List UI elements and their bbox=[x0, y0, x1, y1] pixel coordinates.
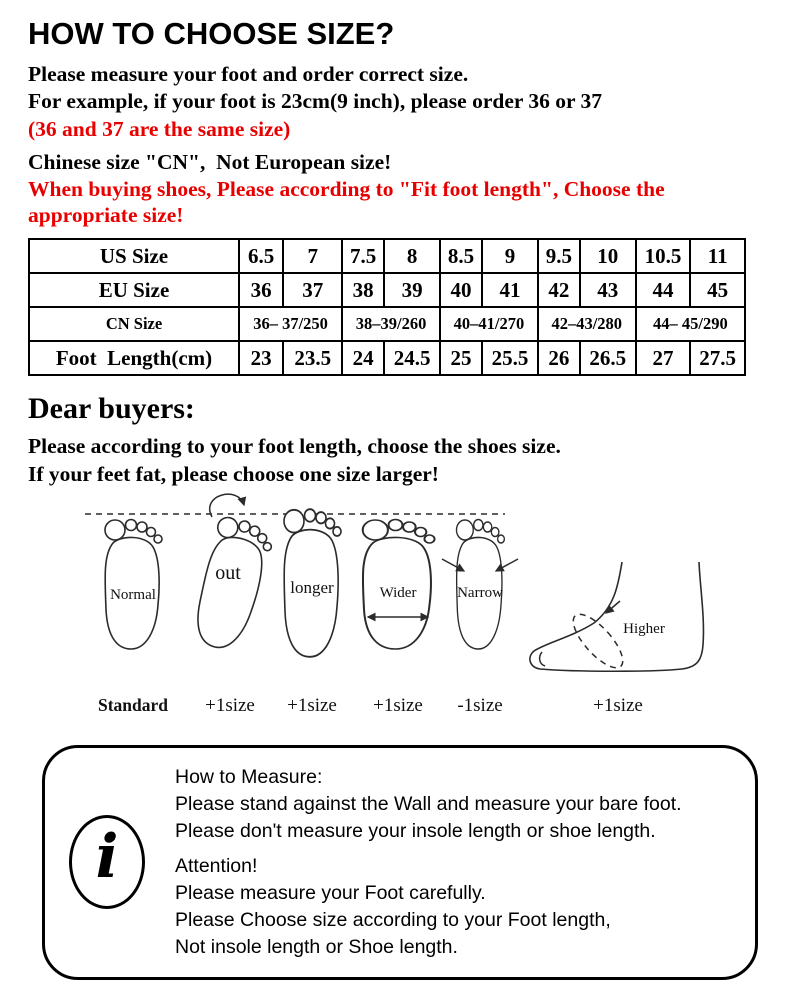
foot-normal bbox=[105, 519, 162, 649]
eu-size-cell: 39 bbox=[384, 273, 440, 307]
size-guide-page bbox=[0, 0, 800, 487]
us-size-cell: 6.5 bbox=[239, 239, 283, 273]
eu-size-cell: 44 bbox=[636, 273, 691, 307]
foot-length-cell: 23 bbox=[239, 341, 283, 375]
eu-size-cell: 43 bbox=[580, 273, 636, 307]
foot-length-cell: 26.5 bbox=[580, 341, 636, 375]
measure-line-1: Please stand against the Wall and measure your bare foot. bbox=[175, 792, 682, 815]
foot-length-cell: 24.5 bbox=[384, 341, 440, 375]
row-header-cn-size: CN Size bbox=[29, 307, 239, 341]
foot-length-cell: 25.5 bbox=[482, 341, 538, 375]
table-row-eu-size bbox=[29, 273, 745, 307]
info-icon bbox=[69, 815, 145, 909]
foot-higher-label: Higher bbox=[623, 620, 665, 637]
foot-length-cell: 27.5 bbox=[690, 341, 745, 375]
dear-buyers-line-1: Please according to your foot length, choose the shoes size. bbox=[28, 434, 561, 459]
info-icon-glyph: i bbox=[95, 822, 119, 893]
eu-size-cell: 36 bbox=[239, 273, 283, 307]
attention-line-3: Not insole length or Shoe length. bbox=[175, 935, 458, 958]
foot-length-cell: 24 bbox=[342, 341, 384, 375]
size-note-standard: Standard bbox=[97, 694, 169, 715]
us-size-cell: 7.5 bbox=[342, 239, 384, 273]
foot-length-cell: 25 bbox=[440, 341, 482, 375]
us-size-cell: 10.5 bbox=[636, 239, 691, 273]
attention-line-1: Please measure your Foot carefully. bbox=[175, 881, 486, 904]
dear-buyers-line-2: If your feet fat, please choose one size larger! bbox=[28, 461, 439, 486]
eu-size-cell: 40 bbox=[440, 273, 482, 307]
foot-narrow-label: Narrow bbox=[457, 584, 503, 601]
row-header-us-size: US Size bbox=[29, 239, 239, 273]
size-note-longer: +1size bbox=[287, 694, 337, 716]
eu-size-cell: 45 bbox=[690, 273, 745, 307]
intro-line-example: For example, if your foot is 23cm(9 inch), please order 36 or 37 bbox=[28, 89, 603, 114]
us-size-cell: 8.5 bbox=[440, 239, 482, 273]
foot-higher bbox=[530, 562, 704, 675]
dear-buyers-heading: Dear buyers: bbox=[28, 392, 195, 426]
cn-size-cell: 40–41/270 bbox=[440, 307, 538, 341]
foot-longer-label: longer bbox=[290, 577, 334, 597]
foot-normal-label: Normal bbox=[110, 586, 156, 603]
measure-line-2: Please don't measure your insole length or shoe length. bbox=[175, 819, 656, 842]
foot-length-cell: 26 bbox=[538, 341, 580, 375]
intro-line-same-size: (36 and 37 are the same size) bbox=[28, 116, 291, 141]
cn-size-cell: 38–39/260 bbox=[342, 307, 440, 341]
us-size-cell: 7 bbox=[283, 239, 342, 273]
intro-line-warning: When buying shoes, Please according to "Fit foot length", Choose the appropriate size! bbox=[28, 177, 665, 227]
out-rotation-arrow bbox=[210, 494, 244, 517]
size-chart-table bbox=[28, 238, 746, 376]
page-title: HOW TO CHOOSE SIZE? bbox=[28, 16, 395, 51]
row-header-eu-size: EU Size bbox=[29, 273, 239, 307]
foot-length-cell: 27 bbox=[636, 341, 691, 375]
foot-wider-label: Wider bbox=[379, 584, 417, 601]
eu-size-cell: 38 bbox=[342, 273, 384, 307]
measure-title: How to Measure: bbox=[175, 765, 323, 788]
eu-size-cell: 41 bbox=[482, 273, 538, 307]
us-size-cell: 10 bbox=[580, 239, 636, 273]
size-note-out: +1size bbox=[205, 694, 255, 716]
foot-longer bbox=[284, 509, 341, 657]
table-row-us-size bbox=[29, 239, 745, 273]
size-note-higher: +1size bbox=[593, 694, 643, 716]
foot-shapes-diagram bbox=[0, 489, 800, 729]
us-size-cell: 9 bbox=[482, 239, 538, 273]
cn-size-cell: 44– 45/290 bbox=[636, 307, 745, 341]
intro-line-measure: Please measure your foot and order correct size. bbox=[28, 62, 469, 86]
foot-out-label: out bbox=[215, 561, 241, 584]
us-size-cell: 9.5 bbox=[538, 239, 580, 273]
cn-size-cell: 42–43/280 bbox=[538, 307, 636, 341]
how-to-measure-box bbox=[42, 745, 758, 980]
row-header-foot-length: Foot Length(cm) bbox=[29, 341, 239, 375]
size-note-narrow: -1size bbox=[457, 694, 503, 716]
attention-heading: Attention! bbox=[175, 854, 258, 877]
us-size-cell: 11 bbox=[690, 239, 745, 273]
us-size-cell: 8 bbox=[384, 239, 440, 273]
size-note-wider: +1size bbox=[373, 694, 423, 716]
eu-size-cell: 42 bbox=[538, 273, 580, 307]
measure-instructions bbox=[175, 764, 682, 961]
table-row-cn-size bbox=[29, 307, 745, 341]
foot-wider bbox=[363, 519, 435, 649]
intro-line-cn-size: Chinese size "CN", Not European size! bbox=[28, 150, 392, 175]
table-row-foot-length bbox=[29, 341, 745, 375]
foot-out bbox=[189, 494, 276, 654]
foot-narrow bbox=[442, 519, 518, 649]
foot-length-cell: 23.5 bbox=[283, 341, 342, 375]
cn-size-cell: 36– 37/250 bbox=[239, 307, 342, 341]
attention-line-2: Please Choose size according to your Foot length, bbox=[175, 908, 611, 931]
side-foot-outline bbox=[530, 562, 704, 671]
eu-size-cell: 37 bbox=[283, 273, 342, 307]
